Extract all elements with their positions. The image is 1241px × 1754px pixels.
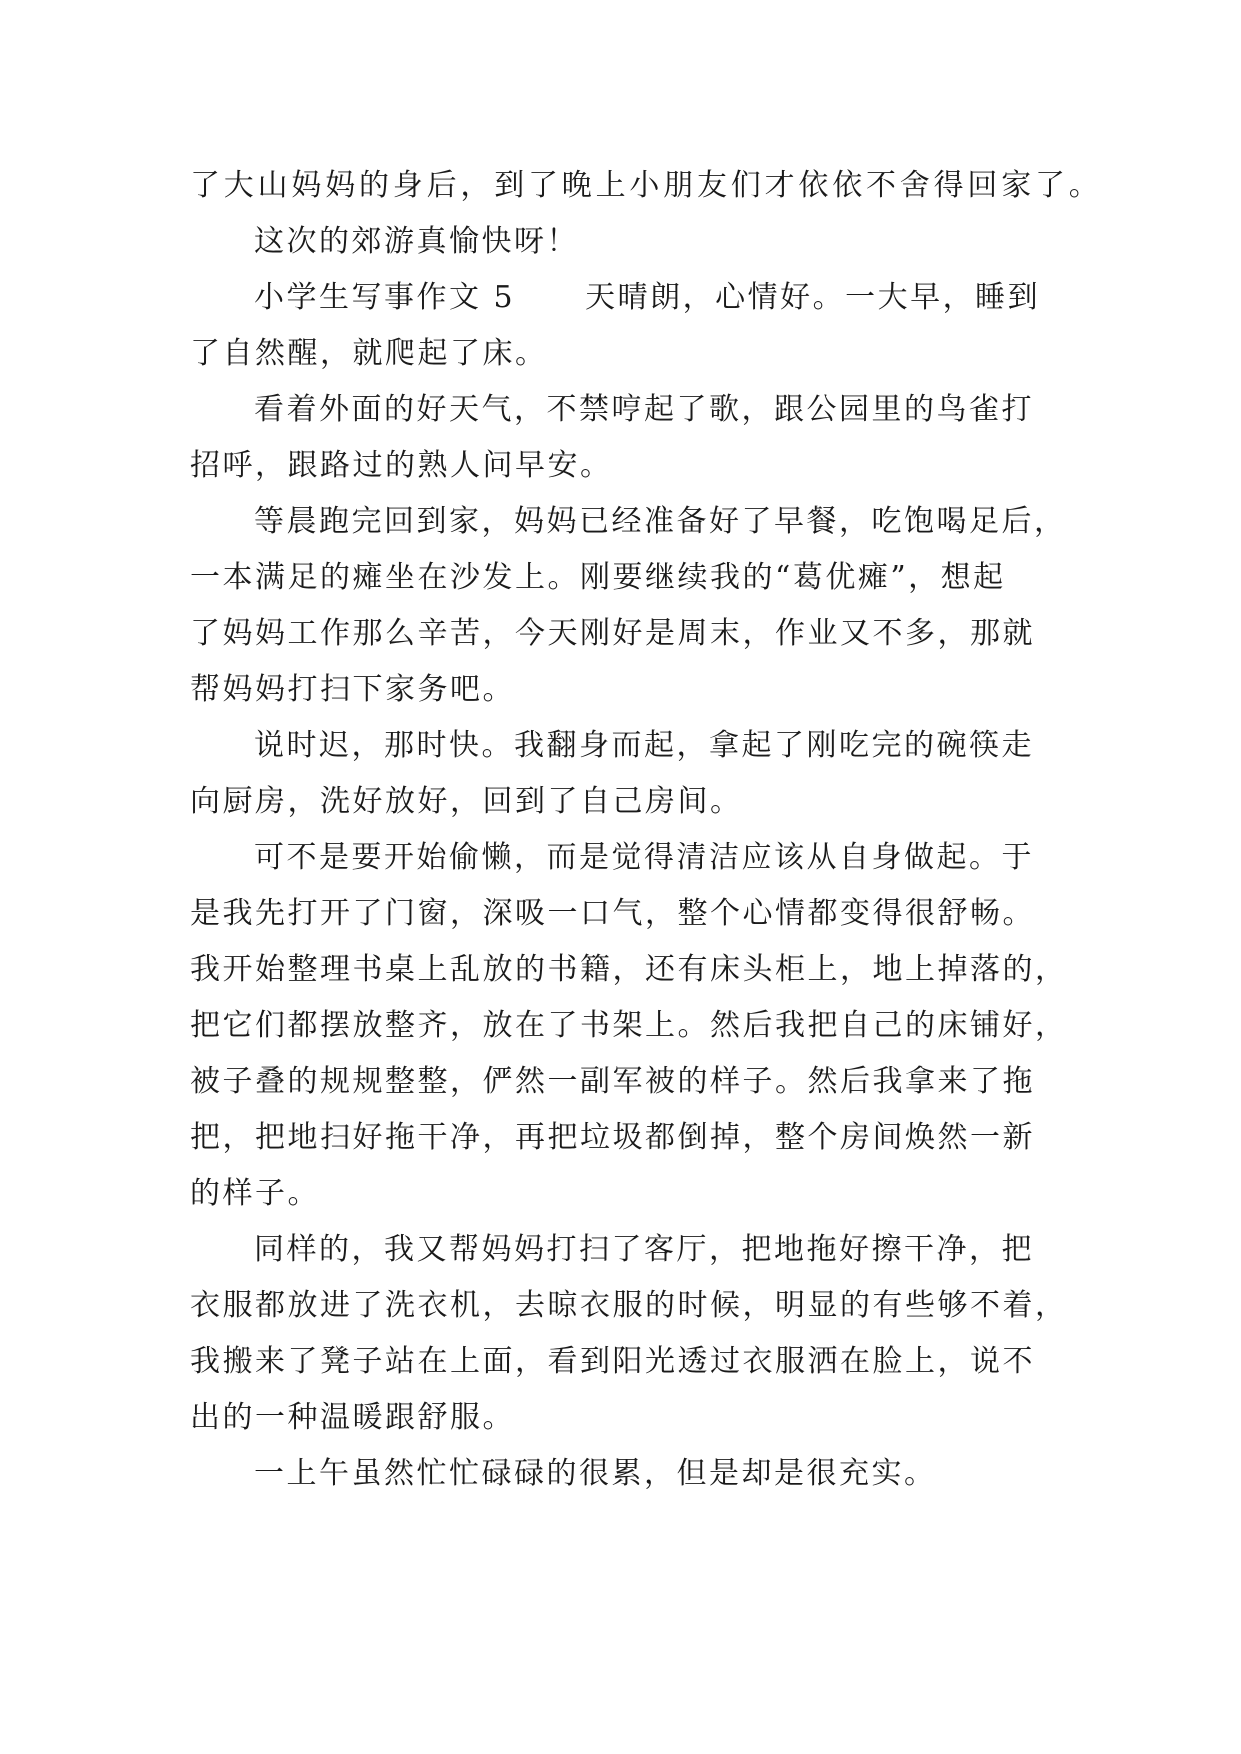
text-line: 天晴朗，心情好。一大早，睡到	[585, 280, 1041, 315]
text-line: 等晨跑完回到家，妈妈已经准备好了早餐，吃饱喝足后，	[254, 504, 1067, 539]
text-line: 的样子。	[190, 1176, 320, 1211]
text-line: 了大山妈妈的身后，到了晚上小朋友们才依依不舍得回家了。	[190, 168, 1103, 203]
text-line: 把，把地扫好拖干净，再把垃圾都倒掉，整个房间焕然一新	[190, 1120, 1035, 1155]
text-line-with-heading	[190, 270, 1090, 326]
document-body	[190, 158, 1103, 1502]
text-line: 我开始整理书桌上乱放的书籍，还有床头柜上，地上掉落的，	[190, 952, 1068, 987]
text-line: 向厨房，洗好放好，回到了自己房间。	[190, 784, 743, 819]
text-line: 这次的郊游真愉快呀！	[254, 224, 579, 259]
text-line: 把它们都摆放整齐，放在了书架上。然后我把自己的床铺好，	[190, 1008, 1068, 1043]
text-line: 招呼，跟路过的熟人问早安。	[190, 448, 613, 483]
text-line: 一上午虽然忙忙碌碌的很累，但是却是很充实。	[254, 1456, 937, 1491]
text-line: 了妈妈工作那么辛苦，今天刚好是周末，作业又不多，那就	[190, 616, 1035, 651]
text-line: 出的一种温暖跟舒服。	[190, 1400, 515, 1435]
text-line: 说时迟，那时快。我翻身而起，拿起了刚吃完的碗筷走	[254, 728, 1034, 763]
section-heading: 小学生写事作文 5	[254, 280, 516, 315]
text-line: 我搬来了凳子站在上面，看到阳光透过衣服洒在脸上，说不	[190, 1344, 1035, 1379]
text-line: 是我先打开了门窗，深吸一口气，整个心情都变得很舒畅。	[190, 896, 1035, 931]
text-line: 可不是要开始偷懒，而是觉得清洁应该从自身做起。于	[254, 840, 1034, 875]
text-line: 同样的，我又帮妈妈打扫了客厅，把地拖好擦干净，把	[254, 1232, 1034, 1267]
text-line: 一本满足的瘫坐在沙发上。刚要继续我的“葛优瘫”，想起	[190, 560, 1006, 595]
text-line: 帮妈妈打扫下家务吧。	[190, 672, 515, 707]
text-line: 了自然醒，就爬起了床。	[190, 336, 548, 371]
text-line: 衣服都放进了洗衣机，去晾衣服的时候，明显的有些够不着，	[190, 1288, 1068, 1323]
text-line: 被子叠的规规整整，俨然一副军被的样子。然后我拿来了拖	[190, 1064, 1035, 1099]
text-line: 看着外面的好天气，不禁哼起了歌，跟公园里的鸟雀打	[254, 392, 1034, 427]
